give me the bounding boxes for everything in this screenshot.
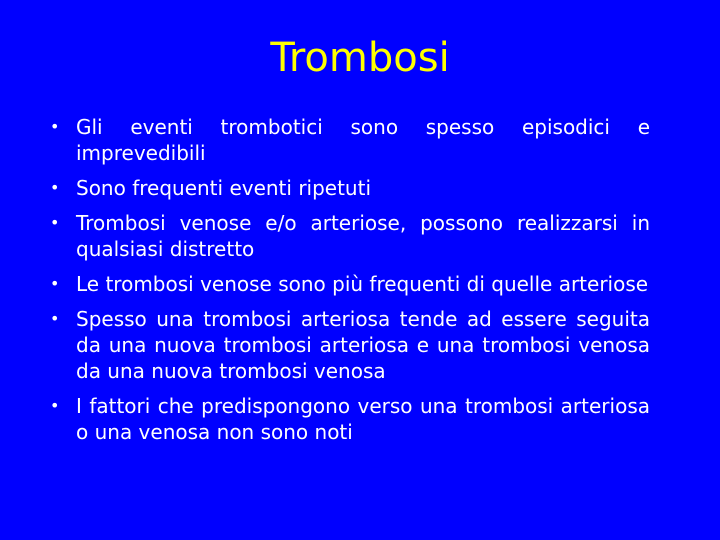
bullet-text: I fattori che predispongono verso una trombosi arteriosa o una venosa non sono noti: [76, 394, 650, 444]
bullet-marker: •: [50, 117, 60, 136]
slide-title: Trombosi: [270, 35, 450, 81]
bullet-item-6: [50, 393, 650, 445]
bullet-text: Sono frequenti eventi ripetuti: [76, 176, 372, 200]
bullet-item-3: [50, 210, 650, 262]
bullet-item-1: [50, 114, 650, 166]
bullet-marker: •: [50, 309, 60, 328]
bullet-marker: •: [50, 396, 60, 415]
bullet-text: Spesso una trombosi arteriosa tende ad essere seguita da una nuova trombosi arteriosa e una trombosi venosa da una nuova trombosi venosa: [76, 307, 650, 383]
bullet-text: Trombosi venose e/o arteriose, possono realizzarsi in qualsiasi distretto: [76, 211, 650, 261]
bullet-item-5: [50, 306, 650, 384]
bullet-item-2: [50, 175, 650, 201]
bullet-text: Gli eventi trombotici sono spesso episodici e imprevedibili: [76, 115, 650, 165]
bullet-marker: •: [50, 213, 60, 232]
bullet-list: [50, 114, 650, 454]
bullet-marker: •: [50, 178, 60, 197]
bullet-text: Le trombosi venose sono più frequenti di quelle arteriose: [76, 272, 649, 296]
bullet-marker: •: [50, 274, 60, 293]
bullet-item-4: [50, 271, 650, 297]
